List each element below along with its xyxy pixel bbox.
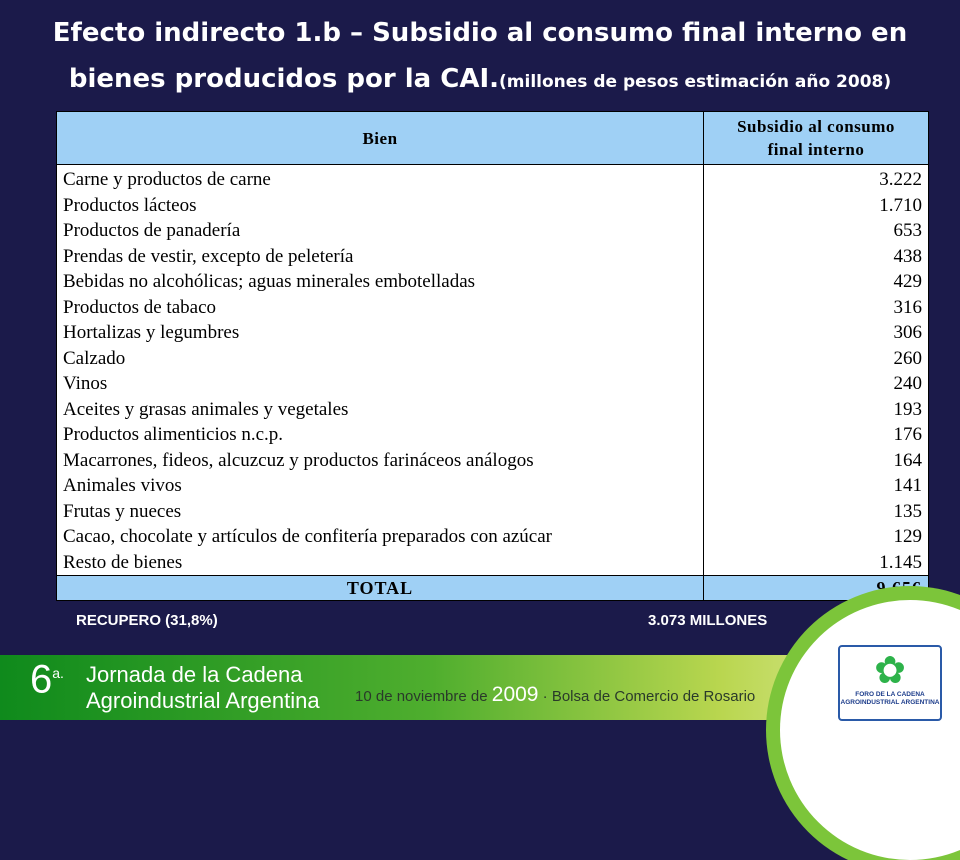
table-row — [57, 165, 929, 193]
row-valor: 429 — [704, 269, 929, 295]
table-row — [57, 295, 929, 321]
row-valor: 438 — [704, 244, 929, 270]
header-subsidio — [704, 112, 929, 165]
table-row — [57, 269, 929, 295]
table-row — [57, 346, 929, 372]
table-row — [57, 371, 929, 397]
total-label: TOTAL — [57, 576, 704, 601]
row-bien: Cacao, chocolate y artículos de confitería preparados con azúcar — [57, 524, 704, 550]
title-line-1: Efecto indirecto 1.b – Subsidio al consumo final interno en — [52, 18, 908, 48]
row-bien: Macarrones, fideos, alcuzcuz y productos farináceos análogos — [57, 448, 704, 474]
title-line-2-text: bienes producidos por la CAI. — [68, 64, 500, 94]
header-bien: Bien — [57, 112, 704, 165]
row-bien: Vinos — [57, 371, 704, 397]
row-valor: 306 — [704, 320, 929, 346]
row-valor: 141 — [704, 473, 929, 499]
subsidy-table — [56, 111, 929, 600]
row-valor: 129 — [704, 524, 929, 550]
event-date-prefix: 10 de noviembre de — [355, 688, 492, 705]
table-row — [57, 499, 929, 525]
row-bien: Animales vivos — [57, 473, 704, 499]
logo-text-line2: AGROINDUSTRIAL ARGENTINA — [840, 699, 940, 706]
table-row — [57, 422, 929, 448]
table-row — [57, 524, 929, 550]
table-header-row — [57, 112, 929, 165]
event-number-digit: 6 — [30, 657, 53, 702]
row-valor: 1.710 — [704, 193, 929, 219]
row-bien: Hortalizas y legumbres — [57, 320, 704, 346]
row-bien: Resto de bienes — [57, 550, 704, 576]
row-valor: 135 — [704, 499, 929, 525]
event-title-line1: Jornada de la Cadena — [86, 662, 303, 687]
row-bien: Bebidas no alcohólicas; aguas minerales embotelladas — [57, 269, 704, 295]
table-row — [57, 473, 929, 499]
event-number — [30, 648, 64, 704]
total-row — [57, 576, 929, 601]
total-value: 9.656 — [704, 576, 929, 601]
slide-title — [0, 10, 960, 105]
event-date-suffix: · Bolsa de Comercio de Rosario — [538, 688, 756, 705]
title-line-2 — [0, 56, 960, 105]
table-body — [57, 165, 929, 576]
table-row — [57, 320, 929, 346]
row-bien: Frutas y nueces — [57, 499, 704, 525]
row-bien: Productos alimenticios n.c.p. — [57, 422, 704, 448]
table-row — [57, 193, 929, 219]
row-valor: 193 — [704, 397, 929, 423]
row-valor: 164 — [704, 448, 929, 474]
event-number-sup: a. — [52, 665, 64, 681]
footer-swoosh — [780, 600, 960, 860]
logo-text-line1: FORO DE LA CADENA — [855, 691, 925, 698]
row-valor: 316 — [704, 295, 929, 321]
header-subsidio-line2: final interno — [767, 140, 865, 159]
table-row — [57, 448, 929, 474]
row-bien: Prendas de vestir, excepto de peletería — [57, 244, 704, 270]
table-row — [57, 397, 929, 423]
row-valor: 1.145 — [704, 550, 929, 576]
data-table — [56, 111, 929, 601]
row-bien: Aceites y grasas animales y vegetales — [57, 397, 704, 423]
foro-logo — [838, 645, 942, 721]
row-bien: Productos de panadería — [57, 218, 704, 244]
title-note: (millones de pesos estimación año 2008) — [499, 72, 892, 92]
row-valor: 240 — [704, 371, 929, 397]
table-row — [57, 218, 929, 244]
row-bien: Productos lácteos — [57, 193, 704, 219]
row-bien: Calzado — [57, 346, 704, 372]
row-bien: Productos de tabaco — [57, 295, 704, 321]
row-valor: 3.222 — [704, 165, 929, 193]
event-date-year: 2009 — [491, 683, 539, 706]
row-valor: 176 — [704, 422, 929, 448]
header-subsidio-line1: Subsidio al consumo — [737, 117, 895, 136]
table-row — [57, 550, 929, 576]
event-date — [355, 683, 755, 707]
flower-logo-icon: ✿ — [874, 648, 906, 692]
table-row — [57, 244, 929, 270]
row-bien: Carne y productos de carne — [57, 165, 704, 193]
event-title-line2: Agroindustrial Argentina — [86, 688, 320, 713]
recupero-value: 3.073 MILLONES — [648, 612, 768, 629]
row-valor: 653 — [704, 218, 929, 244]
row-valor: 260 — [704, 346, 929, 372]
recupero-label: RECUPERO (31,8%) — [76, 612, 218, 629]
